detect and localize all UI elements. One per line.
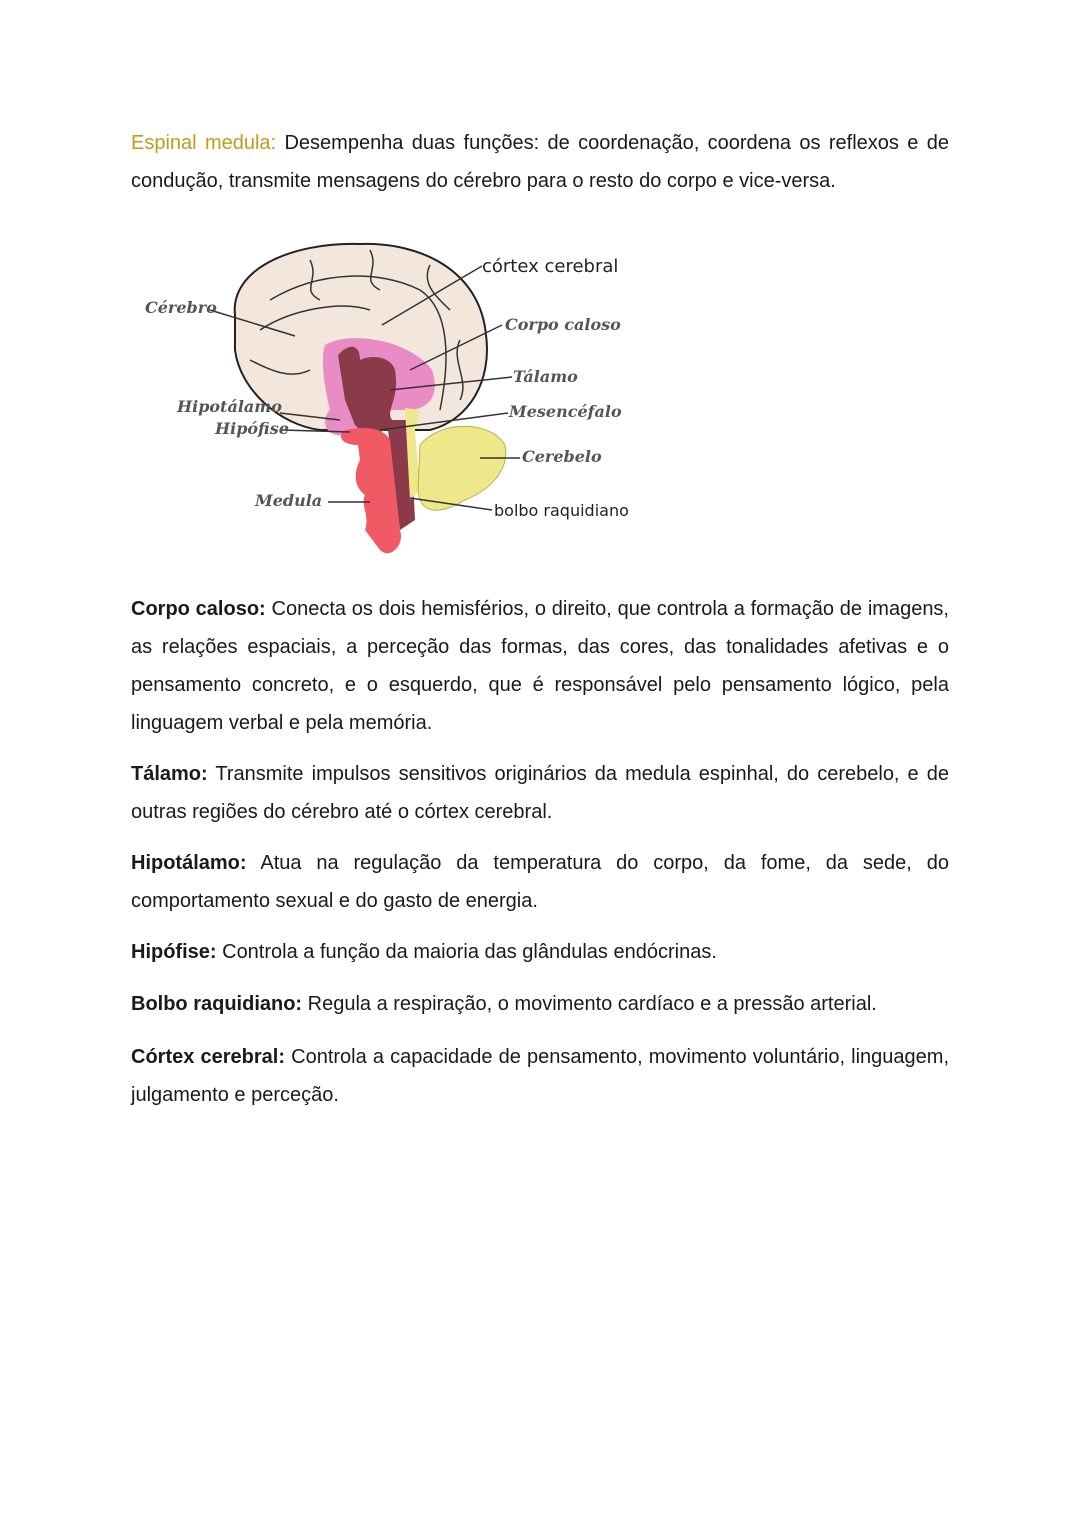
intro-term: Espinal medula: — [131, 132, 277, 154]
label-cortex: córtex cerebral — [482, 256, 619, 277]
definition-talamo — [131, 755, 949, 831]
definition-term: Bolbo raquidiano: — [131, 993, 303, 1015]
definition-corpo-caloso — [131, 590, 949, 742]
definition-text: Atua na regulação da temperatura do corpo, da fome, da sede, do comportamento sexual e do gasto de energia. — [131, 852, 949, 912]
definition-term: Corpo caloso: — [131, 598, 266, 620]
label-medula: Medula — [255, 491, 323, 510]
definition-text: Controla a capacidade de pensamento, movimento voluntário, linguagem, julgamento e perceção. — [131, 1046, 949, 1106]
label-mesencefalo: Mesencéfalo — [509, 402, 622, 421]
definition-bolbo — [131, 985, 949, 1023]
definition-text: Conecta os dois hemisférios, o direito, que controla a formação de imagens, as relações espaciais, a perceção das formas, das cores, das tonalidades afetivas e o pensamento concreto, e o esquerdo, que é responsável pelo pensamento lógico, pela linguagem verbal e pela memória. — [131, 598, 949, 734]
definition-term: Hipotálamo: — [131, 852, 247, 874]
label-cerebelo: Cerebelo — [522, 447, 602, 466]
label-talamo: Tálamo — [513, 367, 578, 386]
definition-text: Regula a respiração, o movimento cardíaco e a pressão arterial. — [302, 993, 877, 1015]
label-cerebro: Cérebro — [145, 298, 217, 317]
definition-text: Transmite impulsos sensitivos originários da medula espinhal, do cerebelo, e de outras regiões do cérebro até o córtex cerebral. — [131, 763, 949, 823]
label-bolbo: bolbo raquidiano — [494, 501, 629, 520]
cerebellum-shape — [418, 426, 506, 510]
definition-hipotalamo — [131, 844, 949, 920]
definition-cortex — [131, 1038, 949, 1114]
definition-term: Tálamo: — [131, 763, 208, 785]
label-corpo-caloso: Corpo caloso — [505, 315, 621, 334]
label-hipofise: Hipófise — [215, 419, 289, 438]
definition-hipofise — [131, 933, 949, 971]
brain-diagram — [120, 230, 640, 580]
definition-text: Controla a função da maioria das glândulas endócrinas. — [216, 941, 717, 963]
definition-term: Córtex cerebral: — [131, 1046, 285, 1068]
definition-term: Hipófise: — [131, 941, 217, 963]
intro-text: Desempenha duas funções: de coordenação, coordena os reflexos e de condução, transmite mensagens do cérebro para o resto do corpo e vice-versa. — [131, 132, 949, 192]
intro-paragraph — [131, 124, 949, 200]
label-hipotalamo: Hipotálamo — [177, 397, 282, 416]
